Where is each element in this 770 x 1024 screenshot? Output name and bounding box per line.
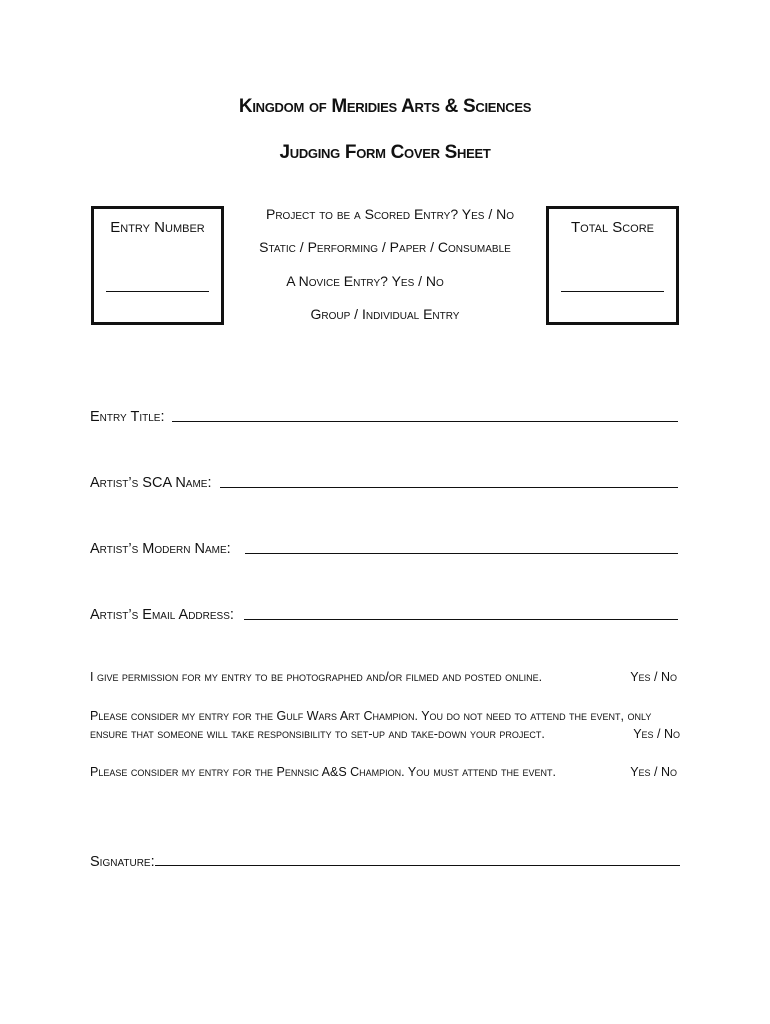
sca-name-field[interactable]	[220, 487, 678, 488]
signature-label: Signature:	[90, 854, 155, 870]
gulf-wars-consideration-2	[90, 727, 680, 741]
form-subtitle: Judging Form Cover Sheet	[279, 142, 491, 163]
entry-number-label: Entry Number	[110, 219, 205, 236]
group-individual-options[interactable]: Group / Individual Entry	[310, 306, 460, 322]
email-label: Artist’s Email Address:	[90, 607, 234, 623]
gulf-wars-text-line2: ensure that someone will take responsibility to set-up and take-down your project.	[90, 727, 545, 741]
entry-number-field[interactable]	[106, 291, 209, 292]
email-row	[90, 601, 678, 623]
entry-title-field[interactable]	[172, 421, 678, 422]
total-score-label: Total Score	[570, 219, 655, 236]
photo-permission-yes-no[interactable]: Yes / No	[630, 670, 677, 684]
photo-permission	[90, 670, 680, 684]
modern-name-field[interactable]	[245, 553, 678, 554]
pennsic-yes-no[interactable]: Yes / No	[630, 765, 677, 779]
sca-name-row	[90, 469, 678, 491]
total-score-field[interactable]	[561, 291, 664, 292]
pennsic-text: Please consider my entry for the Pennsic A&S Champion. You must attend the event.	[90, 765, 556, 779]
signature-row	[90, 848, 680, 870]
email-field[interactable]	[244, 619, 678, 620]
photo-permission-text: I give permission for my entry to be photographed and/or filmed and posted online.	[90, 670, 543, 684]
modern-name-label: Artist’s Modern Name:	[90, 541, 231, 557]
entry-title-row	[90, 403, 678, 425]
sca-name-label: Artist’s SCA Name:	[90, 475, 212, 491]
gulf-wars-consideration	[90, 709, 680, 723]
form-title: Kingdom of Meridies Arts & Sciences	[238, 96, 532, 117]
gulf-wars-text-line1: Please consider my entry for the Gulf Wars Art Champion. You do not need to attend the event, only	[90, 709, 652, 723]
scored-entry-question[interactable]: Project to be a Scored Entry? Yes / No	[266, 206, 514, 222]
gulf-wars-yes-no[interactable]: Yes / No	[633, 727, 680, 741]
entry-title-label: Entry Title:	[90, 409, 165, 425]
signature-field[interactable]	[155, 865, 680, 866]
modern-name-row	[90, 535, 678, 557]
pennsic-consideration	[90, 765, 680, 779]
entry-category-options[interactable]: Static / Performing / Paper / Consumable	[259, 239, 511, 255]
novice-entry-question[interactable]: A Novice Entry? Yes / No	[286, 273, 444, 289]
